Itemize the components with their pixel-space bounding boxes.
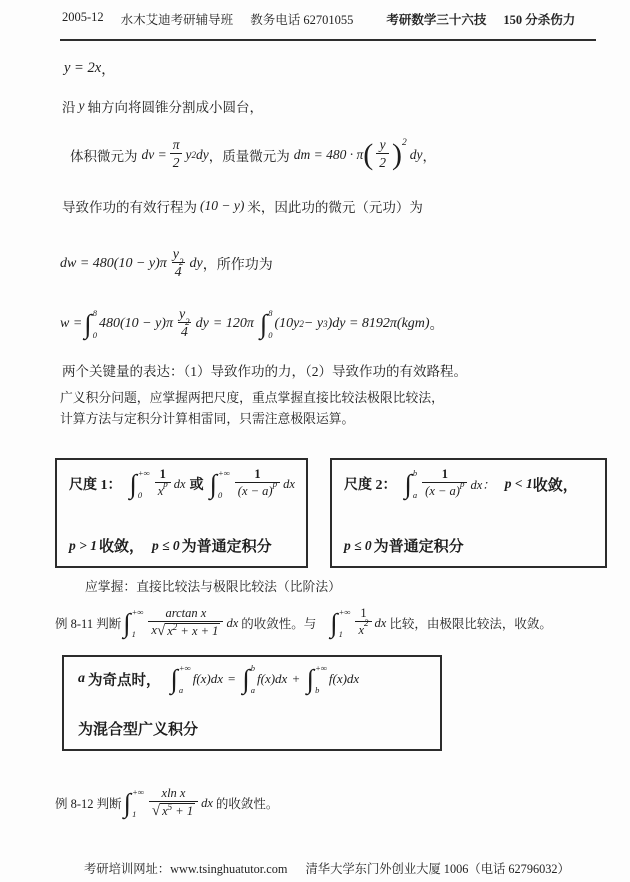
fraction bbox=[235, 468, 280, 499]
integral-limits bbox=[93, 308, 97, 340]
singular-formula-row bbox=[78, 663, 430, 695]
numerator: 1 bbox=[159, 467, 166, 482]
or-text: 或 bbox=[189, 478, 204, 493]
punct: ， bbox=[101, 62, 116, 78]
example-8-11-line bbox=[55, 598, 552, 648]
integral bbox=[330, 607, 350, 639]
integral bbox=[405, 468, 418, 500]
integral-glyph: ∫ bbox=[123, 787, 132, 818]
lower-limit: 0 bbox=[137, 489, 143, 500]
lower-limit: 0 bbox=[92, 329, 97, 340]
scale1-convergence-row bbox=[69, 535, 300, 556]
text: 导致作功的有效行程为 bbox=[62, 200, 197, 215]
equals: = bbox=[228, 671, 236, 686]
integral-glyph: ∫ bbox=[242, 663, 250, 694]
math-dx: dx： bbox=[470, 478, 495, 492]
scale2-label: 尺度 2： bbox=[344, 478, 397, 493]
scale1-formula-row bbox=[69, 468, 300, 500]
math-dx: dx bbox=[201, 795, 213, 810]
lower-limit: 1 bbox=[338, 628, 343, 639]
integral bbox=[242, 663, 255, 695]
upper-limit: +∞ bbox=[131, 607, 144, 617]
fraction bbox=[155, 468, 171, 499]
text: 收敛， bbox=[98, 539, 144, 555]
header-tagline: 150 分杀伤力 bbox=[503, 13, 576, 27]
math: )dy = 8192π(kgm) bbox=[327, 316, 430, 331]
math-dx: dx bbox=[374, 615, 387, 630]
fraction bbox=[170, 247, 187, 282]
page-header bbox=[62, 10, 592, 28]
integral bbox=[210, 468, 230, 500]
upper-limit: +∞ bbox=[137, 468, 150, 478]
scale2-formula-row bbox=[344, 468, 599, 500]
text: 体积微元为 bbox=[70, 149, 138, 164]
paragraph-line: 计算方法与定积分计算相雷同，只需注意极限运算。 bbox=[60, 412, 355, 426]
integral-limits bbox=[132, 607, 144, 639]
scale2-box bbox=[330, 458, 607, 568]
numerator: y 2 bbox=[178, 306, 190, 327]
integral-limits bbox=[413, 468, 417, 500]
stroke-line bbox=[62, 196, 423, 216]
integral-glyph: ∫ bbox=[404, 468, 412, 499]
math: − y bbox=[303, 316, 324, 331]
work-equation-line: w = ∫ 8 0 480(10 − y)π y 2 4 dy = 120π ∫ 8 0 (10y 2 − y 3 )dy = 8192π(kgm) 。 bbox=[60, 306, 444, 340]
math: p ≤ 0 bbox=[344, 537, 372, 553]
integral bbox=[260, 308, 273, 340]
denominator: (x − a) p bbox=[235, 482, 280, 500]
fraction bbox=[355, 607, 371, 638]
header-date: 2005-12 bbox=[62, 10, 104, 24]
right-paren: ) bbox=[392, 138, 402, 171]
math-dy: dy bbox=[409, 147, 423, 162]
integral-limits bbox=[179, 663, 191, 695]
header-rule bbox=[60, 39, 596, 41]
text: 两个关键量的表达：（1）导致作功的力，（2）导致作功的有效路程。 bbox=[62, 364, 467, 379]
lower-limit: a bbox=[412, 489, 418, 500]
upper-limit: b bbox=[250, 663, 256, 673]
text: 轴方向将圆锥分割成小圆台， bbox=[87, 100, 263, 115]
integral bbox=[307, 663, 327, 695]
denominator: 4 bbox=[172, 262, 185, 282]
lower-limit: a bbox=[178, 684, 184, 695]
integral-glyph: ∫ bbox=[170, 663, 178, 694]
integral-limits bbox=[315, 663, 327, 695]
paragraph-line: 广义积分问题，应掌握两把尺度，重点掌握直接比较法极限比较法， bbox=[60, 391, 444, 405]
math-var-a: a bbox=[78, 671, 85, 686]
lower-limit: 0 bbox=[268, 329, 273, 340]
fraction bbox=[422, 468, 467, 499]
header-school: 水木艾迪考研辅导班 bbox=[120, 13, 234, 27]
denominator: x √ $x^2 + x + 1$ bbox=[148, 621, 223, 640]
fraction bbox=[148, 607, 223, 639]
superscript: 2 bbox=[402, 138, 407, 148]
plus: + bbox=[292, 671, 300, 686]
math: f(x)dx bbox=[328, 671, 360, 686]
math-dx: dx bbox=[226, 615, 239, 630]
denominator: x p bbox=[155, 482, 171, 500]
math-var-y: y bbox=[78, 98, 85, 113]
dw-equation-line bbox=[60, 236, 273, 292]
numerator: arctan x bbox=[165, 605, 207, 620]
integral bbox=[130, 468, 150, 500]
text: 沿 bbox=[62, 100, 76, 115]
lower-limit: a bbox=[250, 684, 256, 695]
singular-point-box bbox=[62, 655, 442, 751]
math: 480(10 − y)π bbox=[98, 316, 173, 331]
fraction bbox=[176, 307, 193, 342]
text: 的收敛性。与 bbox=[241, 617, 317, 631]
scale1-label: 尺度 1： bbox=[69, 478, 122, 493]
sqrt-glyph: √ bbox=[156, 623, 166, 640]
integral-glyph: ∫ bbox=[129, 468, 137, 499]
upper-limit: +∞ bbox=[132, 787, 144, 797]
text: 米，因此功的微元（元功）为 bbox=[247, 200, 423, 215]
math-dv: dv = bbox=[141, 147, 167, 162]
math: (10 − y) bbox=[200, 198, 245, 213]
cone-split-line bbox=[62, 96, 263, 116]
text: 比较，由极限比较法，收敛。 bbox=[389, 617, 552, 631]
header-phone: 教务电话 62701055 bbox=[250, 13, 354, 27]
text: ，所作功为 bbox=[202, 258, 273, 273]
integral-glyph: ∫ bbox=[330, 607, 338, 638]
upper-limit: +∞ bbox=[178, 663, 191, 673]
denominator: x 2 bbox=[355, 621, 371, 639]
math: p ≤ 0 bbox=[151, 537, 180, 553]
math: dy bbox=[196, 147, 209, 162]
scale1-box bbox=[55, 458, 308, 568]
lower-limit: b bbox=[315, 684, 320, 695]
sqrt bbox=[157, 623, 220, 640]
sqrt-glyph: √ bbox=[151, 803, 161, 820]
numerator: π bbox=[172, 137, 180, 153]
lower-limit: 0 bbox=[217, 489, 223, 500]
lower-limit: 1 bbox=[131, 628, 136, 639]
numerator: y 2 bbox=[172, 246, 184, 267]
math: f(x)dx bbox=[257, 671, 288, 686]
numerator: 1 bbox=[441, 467, 448, 482]
numerator: 1 bbox=[360, 606, 367, 621]
math-dx: dx bbox=[173, 476, 186, 491]
denominator: (x − a) p bbox=[422, 482, 467, 500]
denominator bbox=[149, 801, 198, 820]
math-dm: dm = 480 · π bbox=[293, 147, 364, 162]
upper-limit: 8 bbox=[92, 308, 97, 318]
upper-limit: 8 bbox=[268, 308, 273, 318]
integral-limits bbox=[251, 663, 255, 695]
math-dx: dx bbox=[283, 476, 295, 491]
footer-address: 清华大学东门外创业大厦 1006（电话 62796032） bbox=[305, 862, 570, 876]
math-dy: dy bbox=[195, 316, 209, 331]
improper-integral-paragraph bbox=[60, 388, 444, 430]
integral-limits bbox=[339, 607, 351, 639]
fraction bbox=[170, 138, 183, 172]
sqrt bbox=[152, 803, 195, 820]
text: 应掌握：直接比较法与极限比较法（比阶法） bbox=[85, 580, 341, 594]
numerator: y bbox=[379, 137, 386, 153]
text: 的收敛性。 bbox=[215, 797, 279, 811]
math-dy: dy bbox=[189, 256, 203, 271]
upper-limit: b bbox=[412, 468, 418, 478]
integral bbox=[123, 607, 143, 639]
punct: ， bbox=[422, 149, 436, 164]
example-label: 例 8-12 判断 bbox=[55, 797, 122, 811]
text: 为奇点时， bbox=[88, 672, 161, 689]
text: ，质量微元为 bbox=[208, 149, 290, 164]
math: p > 1 bbox=[69, 537, 97, 553]
example-label: 例 8-11 判断 bbox=[55, 617, 122, 631]
integral-glyph: ∫ bbox=[84, 308, 92, 339]
header-series: 考研数学三十六技 bbox=[386, 13, 487, 27]
integral-limits bbox=[218, 468, 230, 500]
integral-glyph: ∫ bbox=[259, 308, 268, 339]
fraction bbox=[376, 138, 389, 172]
radicand: $x^5 + 1$ bbox=[162, 801, 194, 818]
text: 为混合型广义积分 bbox=[78, 722, 199, 738]
upper-limit: +∞ bbox=[217, 468, 230, 478]
master-methods-line bbox=[85, 576, 341, 595]
fraction bbox=[149, 787, 198, 819]
denominator: 4 bbox=[178, 322, 191, 342]
integral-limits bbox=[138, 468, 150, 500]
radicand: $x^2 + x + 1$ bbox=[167, 621, 219, 638]
footer-site: 考研培训网址：www.tsinghuatutor.com bbox=[84, 862, 288, 876]
volume-mass-element-line: 体积微元为 dv = $\frac{\pi}{2}$ y 2 dy ，质量微元为 dm = 480 · π ( $\frac{y}{2}$ ) 2 dy ， bbox=[70, 137, 436, 171]
integral bbox=[124, 787, 144, 819]
lower-limit: 1 bbox=[132, 808, 137, 819]
text: 为普通定积分 bbox=[181, 539, 272, 555]
integral bbox=[171, 663, 191, 695]
numerator: x ln x bbox=[161, 785, 186, 800]
math-w: w = bbox=[60, 316, 83, 331]
example-8-12-line bbox=[55, 778, 278, 828]
integral-limits bbox=[268, 308, 272, 340]
upper-limit: +∞ bbox=[338, 607, 351, 617]
scale2-convergence-row bbox=[344, 535, 599, 556]
text: 为普通定积分 bbox=[373, 539, 464, 555]
upper-limit: +∞ bbox=[315, 663, 327, 673]
math: f(x)dx bbox=[192, 671, 224, 686]
integral-limits bbox=[132, 787, 144, 819]
integral-glyph: ∫ bbox=[123, 607, 131, 638]
denominator: 2 bbox=[376, 153, 389, 172]
key-quantities-line bbox=[62, 360, 467, 380]
integral-glyph: ∫ bbox=[209, 468, 217, 499]
integral-glyph: ∫ bbox=[306, 663, 315, 694]
math: (10y bbox=[274, 316, 300, 331]
text: 收敛， bbox=[532, 477, 578, 494]
left-paren: ( bbox=[363, 138, 374, 171]
punct: 。 bbox=[429, 318, 444, 333]
math-y2x: y = 2x bbox=[64, 60, 102, 76]
equation-y2x bbox=[64, 58, 116, 79]
math: = 120π bbox=[212, 316, 254, 331]
numerator: 1 bbox=[254, 467, 261, 482]
integral bbox=[84, 308, 97, 340]
denominator: 2 bbox=[170, 153, 183, 172]
mixed-type-row bbox=[78, 718, 430, 739]
math: y bbox=[185, 147, 192, 162]
math: p < 1 bbox=[504, 476, 533, 491]
math-dw: dw = 480(10 − y)π bbox=[60, 256, 167, 271]
page-footer bbox=[84, 859, 588, 877]
